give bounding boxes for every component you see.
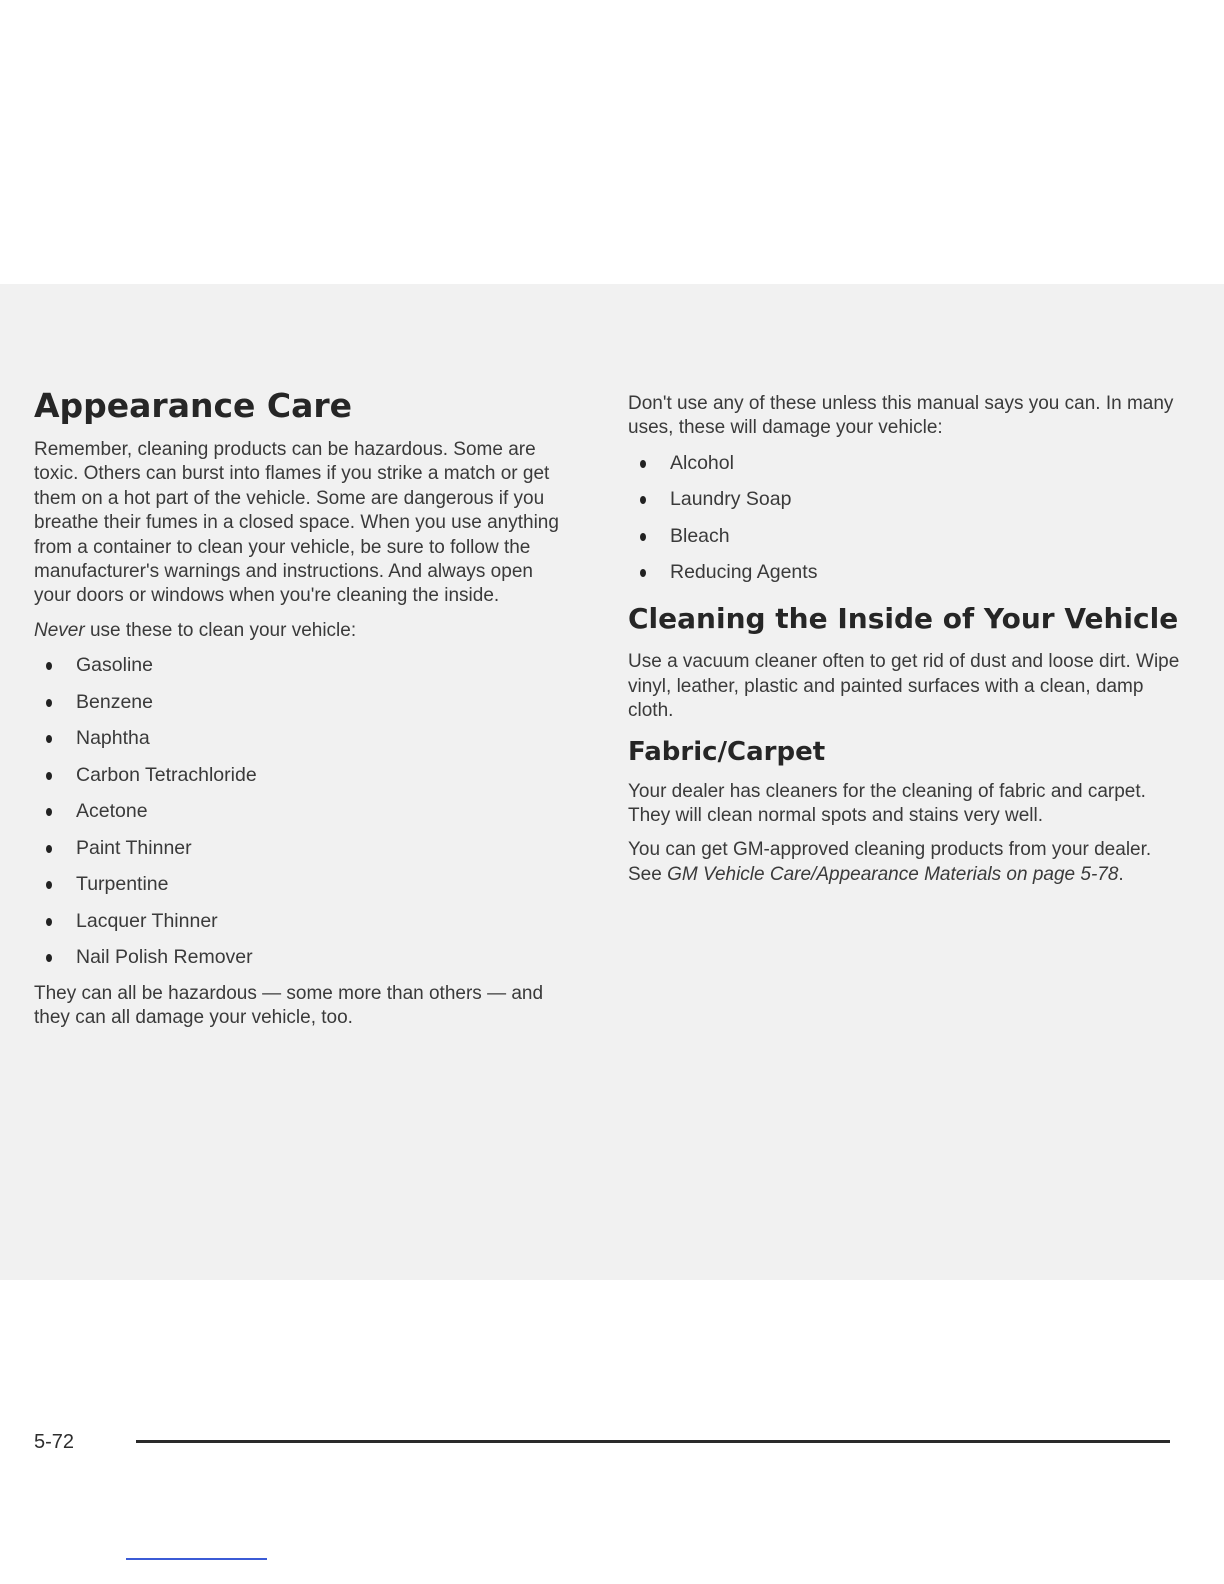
dont-use-list [628,451,1188,585]
fabric-paragraph: Your dealer has cleaners for the cleaning of fabric and carpet. They will clean normal spots and stains very well. [628,780,1146,826]
approved-products-end: . [1118,863,1124,885]
list-item: Lacquer Thinner [34,909,574,933]
never-use-list [34,653,574,969]
list-item: Nail Polish Remover [34,945,574,969]
list-item: Laundry Soap [628,487,1188,511]
section-heading: Cleaning the Inside of Your Vehicle [628,602,1179,636]
section-paragraph: Use a vacuum cleaner often to get rid of dust and loose dirt. Wipe vinyl, leather, plastic and painted surfaces with a clean, damp cloth. [628,651,1180,722]
never-emphasis: Never [34,619,85,641]
list-item: Gasoline [34,653,574,677]
subsection-heading: Fabric/Carpet [628,736,826,767]
dont-use-paragraph: Don't use any of these unless this manual says you can. In many uses, these will damage your vehicle: [628,393,1174,439]
never-use-rest: use these to clean your vehicle: [84,619,357,641]
approved-products-paragraph [628,838,1188,887]
footer-rule [136,1440,1170,1443]
list-item: Benzene [34,690,574,714]
never-use-intro [34,619,574,643]
manual-page [0,284,1224,1453]
cross-reference-link[interactable]: GM Vehicle Care/Appearance Materials on page 5-78 [667,863,1119,885]
list-item: Carbon Tetrachloride [34,763,574,787]
link-underline[interactable] [126,1558,267,1560]
list-item: Acetone [34,799,574,823]
list-item: Turpentine [34,872,574,896]
list-item: Naphtha [34,726,574,750]
list-item: Reducing Agents [628,560,1188,584]
page-number: 5-72 [34,1431,75,1453]
list-item: Alcohol [628,451,1188,475]
list-item: Paint Thinner [34,836,574,860]
list-item: Bleach [628,524,1188,548]
intro-paragraph: Remember, cleaning products can be hazardous. Some are toxic. Others can burst into flames if you strike a match or get them on a hot part of the vehicle. Some are dangerous if you breathe their fumes in a closed space. When you use anything from a container to clean your vehicle, be sure to follow the manufacturer's warnings and instructions. And always open your doors or windows when you're cleaning the inside. [34,439,559,607]
page-title: Appearance Care [34,386,353,425]
approved-products-text: You can get GM-approved cleaning products from your dealer. See [628,839,1152,885]
hazard-note: They can all be hazardous — some more than others — and they can all damage your vehicle, too. [34,982,544,1029]
left-column [34,386,574,1041]
right-column [628,392,1188,897]
